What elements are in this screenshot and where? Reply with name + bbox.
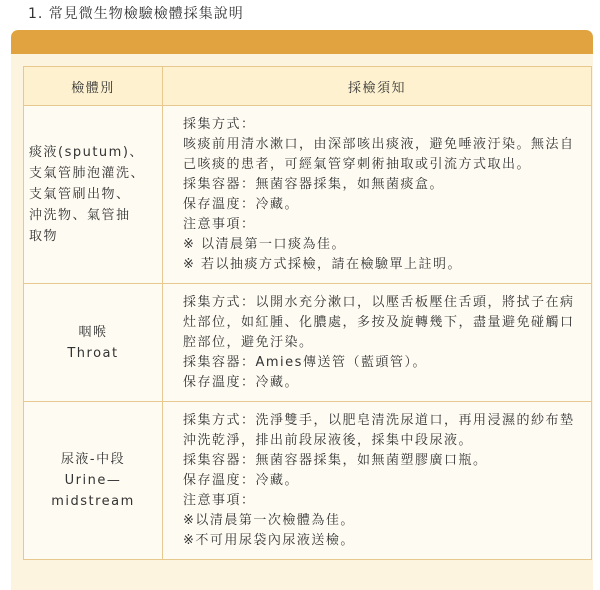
collection-notes-cell bbox=[163, 402, 592, 560]
note-line: ※以清晨第一次檢體為佳。 bbox=[183, 513, 355, 528]
note-line: 採集容器：無菌容器採集，如無菌塑膠廣口瓶。 bbox=[183, 453, 488, 468]
note-line: 保存溫度：冷藏。 bbox=[183, 375, 300, 390]
note-line: 注意事項： bbox=[183, 493, 256, 508]
specimen-name-line: 咽喉 bbox=[78, 324, 108, 340]
specimen-name-line: Urine— bbox=[64, 473, 122, 488]
table-header-row bbox=[24, 67, 592, 106]
note-line: 採集方式：洗淨雙手，以肥皂清洗尿道口，再用浸濕的紗布墊沖洗乾淨，排出前段尿液後，採集中段尿液。 bbox=[183, 413, 575, 448]
specimen-name-line: midstream bbox=[51, 494, 135, 509]
section-heading: 1. 常見微生物檢驗檢體採集說明 bbox=[28, 6, 244, 22]
note-line: 保存溫度：冷藏。 bbox=[183, 473, 300, 488]
specimen-table bbox=[23, 66, 592, 560]
specimen-name-line: 沖洗物、氣管抽 bbox=[29, 208, 131, 223]
column-header-specimen: 檢體別 bbox=[24, 67, 163, 106]
collection-notes-cell bbox=[163, 106, 592, 284]
table-row bbox=[24, 402, 592, 560]
collection-notes-cell bbox=[163, 284, 592, 402]
note-line: 咳痰前用清水漱口，由深部咳出痰液，避免唾液汙染。無法自己咳痰的患者，可經氣管穿刺術抽取或引流方式取出。 bbox=[183, 137, 575, 172]
specimen-name-line: 痰液(sputum)、 bbox=[29, 145, 144, 160]
column-header-instructions: 採檢須知 bbox=[163, 67, 592, 106]
specimen-type-cell bbox=[24, 402, 163, 560]
note-line: 採集方式： bbox=[183, 117, 256, 132]
specimen-name-line: Throat bbox=[67, 345, 119, 361]
note-line: 採集容器：Amies傳送管（藍頭管）。 bbox=[183, 355, 427, 370]
specimen-name-line: 支氣管刷出物、 bbox=[29, 187, 131, 202]
note-line: 採集方式：以開水充分漱口，以壓舌板壓住舌頭，將拭子在病灶部位，如紅腫、化膿處，多按及旋轉幾下，盡量避免碰觸口腔部位，避免汙染。 bbox=[183, 295, 575, 350]
note-line: 注意事項： bbox=[183, 217, 256, 232]
content-panel bbox=[11, 30, 593, 590]
specimen-type-cell bbox=[24, 106, 163, 284]
note-line: ※ 若以抽痰方式採檢，請在檢驗單上註明。 bbox=[183, 257, 463, 272]
note-line: 保存溫度：冷藏。 bbox=[183, 197, 300, 212]
specimen-name-line: 取物 bbox=[29, 229, 59, 244]
specimen-name-line: 尿液-中段 bbox=[60, 452, 126, 467]
specimen-type-cell bbox=[24, 284, 163, 402]
panel-header-bar bbox=[11, 30, 593, 54]
table-row bbox=[24, 284, 592, 402]
specimen-name-line: 支氣管肺泡灌洗、 bbox=[29, 166, 146, 181]
note-line: ※ 以清晨第一口痰為佳。 bbox=[183, 237, 347, 252]
note-line: 採集容器：無菌容器採集，如無菌痰盒。 bbox=[183, 177, 445, 192]
note-line: ※不可用尿袋內尿液送檢。 bbox=[183, 533, 355, 548]
table-row bbox=[24, 106, 592, 284]
